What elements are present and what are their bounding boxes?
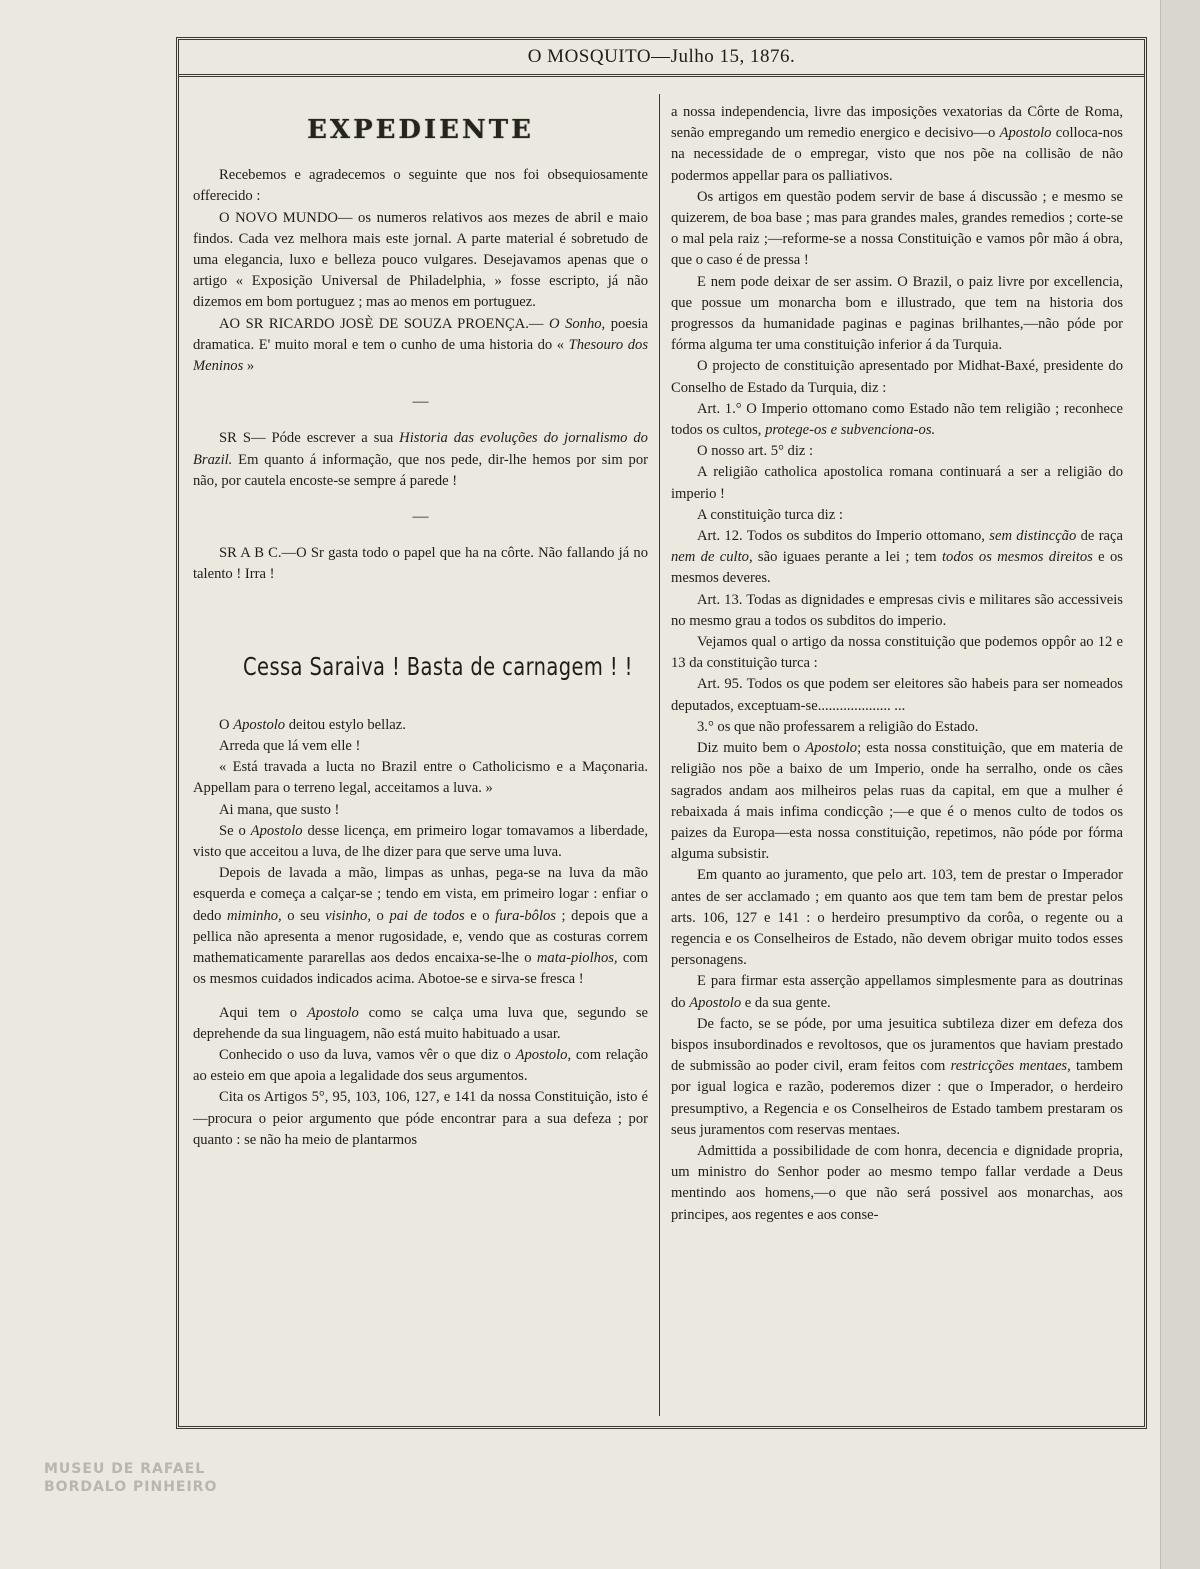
paragraph: Cita os Artigos 5°, 95, 103, 106, 127, e 141 da nossa Constituição, isto é —procura o peior argumento que póde encontrar para a sua defeza ; por quanto : se não ha meio de plantarmos: [193, 1089, 648, 1148]
paragraph: Art. 12. Todos os subditos do Imperio ottomano, sem distincção de raça nem de culto, são iguaes perante a lei ; tem todos os mesmos direitos e os mesmos deveres.: [671, 528, 1123, 587]
paragraph: O projecto de constituição apresentado por Midhat-Baxé, presidente do Conselho de Estado da Turquia, diz :: [671, 358, 1123, 396]
masthead: O MOSQUITO—Julho 15, 1876.: [527, 46, 796, 67]
paragraph: Arreda que lá vem elle !: [219, 738, 361, 755]
paragraph: A religião catholica apostolica romana continuará a ser a religião do imperio !: [671, 464, 1123, 502]
paragraph: Recebemos e agradecemos o seguinte que nos foi obsequiosamente offerecido :: [193, 167, 648, 205]
paragraph: 3.° os que não professarem a religião do Estado.: [697, 718, 979, 735]
left-column: [193, 102, 648, 1151]
paragraph: Se o Apostolo desse licença, em primeiro logar tomavamos a liberdade, visto que acceitou a luva, de lhe dizer para que serve uma luva.: [193, 822, 649, 861]
paragraph: Vejamos qual o artigo da nossa constituição que podemos oppôr ao 12 e 13 da constituição turca :: [671, 634, 1123, 672]
article-headline: Cessa Saraiva ! Basta de carnagem ! !: [243, 651, 633, 681]
paragraph: De facto, se se póde, por uma jesuitica subtileza dizer em defeza dos bispos insubordinados e revoltosos, que os juramentos que haviam prestado de submissão ao poder civil, eram feitos com restricções mentaes, tambem por igual logica e razão, poderemos dizer : que o Imperador, o herdeiro presumptivo, a Regencia e os Conselheiros de Estado tambem prestaram os seus juramentos com reservas mentaes.: [671, 1015, 1123, 1138]
paragraph: Art. 1.° O Imperio ottomano como Estado não tem religião ; reconhece todos os cultos, protege-os e subvenciona-os.: [671, 400, 1123, 439]
paragraph: Admittida a possibilidade de com honra, decencia e dignidade propria, um ministro do Senhor poder ao mesmo tempo fallar verdade a Deus mentindo aos homens,—o que não será possivel aos monarchas, aos principes, aos regentes e aos conse-: [671, 1142, 1123, 1223]
paragraph: Art. 13. Todas as dignidades e empresas civis e militares são accessiveis no mesmo grau a todos os subditos do imperio.: [671, 591, 1123, 629]
paragraph: O nosso art. 5° diz :: [697, 443, 814, 460]
paragraph: « Está travada a lucta no Brazil entre o Catholicismo e a Maçonaria. Appellam para o terreno legal, acceitamos a luva. »: [193, 759, 648, 797]
paragraph: SR S— Póde escrever a sua Historia das evoluções do jornalismo do Brazil. Em quanto á informação, que nos pede, dir-lhe hemos por sim por não, por cautela encoste-se sempre á parede !: [193, 430, 648, 489]
paragraph: a nossa independencia, livre das imposições vexatorias da Côrte de Roma, senão empregando um remedio energico e decisivo—o Apostolo colloca-nos na necessidade de o empregar, visto que nos põe na collisão de não podermos appellar para os palliativos.: [671, 104, 1123, 184]
paragraph: E para firmar esta asserção appellamos simplesmente para as doutrinas do Apostolo e da sua gente.: [671, 973, 1123, 1011]
paragraph: O Apostolo deitou estylo bellaz.: [219, 716, 406, 733]
expediente-title: EXPEDIENTE: [307, 115, 534, 145]
paragraph: Diz muito bem o Apostolo; esta nossa constituição, que em materia de religião nos põe a baixo de um Imperio, onde ha serralho, onde os cães sagrados andam aos milheiros pelas ruas da capital, em que a mulher é rebaixada á mais infima condicção ;—e que é o menos culto de todos os paizes da Europa—esta nossa constituição, repetimos, não póde por fórma alguma subsistir.: [671, 740, 1123, 863]
paragraph: Art. 95. Todos os que podem ser eleitores são habeis para ser nomeados deputados, exceptuam-se.................... ...: [671, 676, 1123, 714]
paragraph: Depois de lavada a mão, limpas as unhas, pega-se na luva da mão esquerda e começa a calçar-se ; tendo em vista, em primeiro logar : enfiar o dedo miminho, o seu visinho, o pai de todos e o fura-bôlos ; depois que a pellica não apresenta a menor rugosidade, e, vendo que as costuras correm mathematicamente pararellas aos dedos encaixa-se-lhe o mata-piolhos, com os mesmos cuidados indicados acima. Abotoe-se e sirva-se fresca !: [193, 865, 649, 988]
paragraph: Ai mana, que susto !: [219, 801, 340, 818]
paragraph: Conhecido o uso da luva, vamos vêr o que diz o Apostolo, com relação ao esteio em que apoia a legalidade dos seus argumentos.: [193, 1046, 648, 1085]
page-frame: [176, 37, 1147, 1429]
right-column: [671, 102, 1123, 1226]
paragraph: Aqui tem o Apostolo como se calça uma luva que, segundo se deprehende da sua linguagem, não está muito habituado a usar.: [193, 1004, 648, 1042]
masthead-rule: [179, 74, 1144, 77]
paragraph: E nem pode deixar de ser assim. O Brazil, o paiz livre por excellencia, que possue um monarcha bom e illustrado, que tem na historia dos progressos da humanidade paginas e paginas brilhantes,—não póde por fórma alguma ter uma constituição inferior á da Turquia.: [671, 273, 1123, 354]
paragraph: AO SR RICARDO JOSÈ DE SOUZA PROENÇA.— O Sonho, poesia dramatica. E' muito moral e tem o cunho de uma historia do « Thesouro dos Meninos »: [193, 315, 649, 375]
column-divider: [659, 94, 660, 1416]
section-dash: —: [412, 393, 429, 411]
paragraph: Em quanto ao juramento, que pelo art. 103, tem de prestar o Imperador antes de ser acclamado ; em quanto aos que tem tam bem de prestar pelos arts. 106, 127 e 141 : o herdeiro presumptivo da corôa, o regente ou a regencia e os Conselheiros de Estado, não devem obrigar muito todos esses personagens.: [671, 867, 1123, 969]
paragraph: Os artigos em questão podem servir de base á discussão ; e mesmo se quizerem, de boa base ; mas para grandes males, grandes remedios ; corte-se o mal pela raiz ;—reforme-se a nossa Constituição e vamos pôr mão á obra, que o caso é de pressa !: [671, 188, 1123, 269]
section-dash: —: [412, 508, 429, 526]
museum-stamp: MUSEU DE RAFAEL BORDALO PINHEIRO: [44, 1461, 218, 1495]
paragraph: O NOVO MUNDO— os numeros relativos aos mezes de abril e maio findos. Cada vez melhora mais este jornal. A parte material é sobretudo de uma elegancia, luxo e belleza pouco vulgares. Desejavamos apenas que o artigo « Exposição Universal de Philadelphia, » fosse escripto, já não dizemos em bom portuguez ; mas ao menos em portuguez.: [193, 209, 648, 311]
paragraph: SR A B C.—O Sr gasta todo o papel que ha na côrte. Não fallando já no talento ! Irra !: [193, 545, 648, 583]
paragraph: A constituição turca diz :: [697, 506, 843, 523]
facing-page-edge: [1160, 0, 1200, 1569]
